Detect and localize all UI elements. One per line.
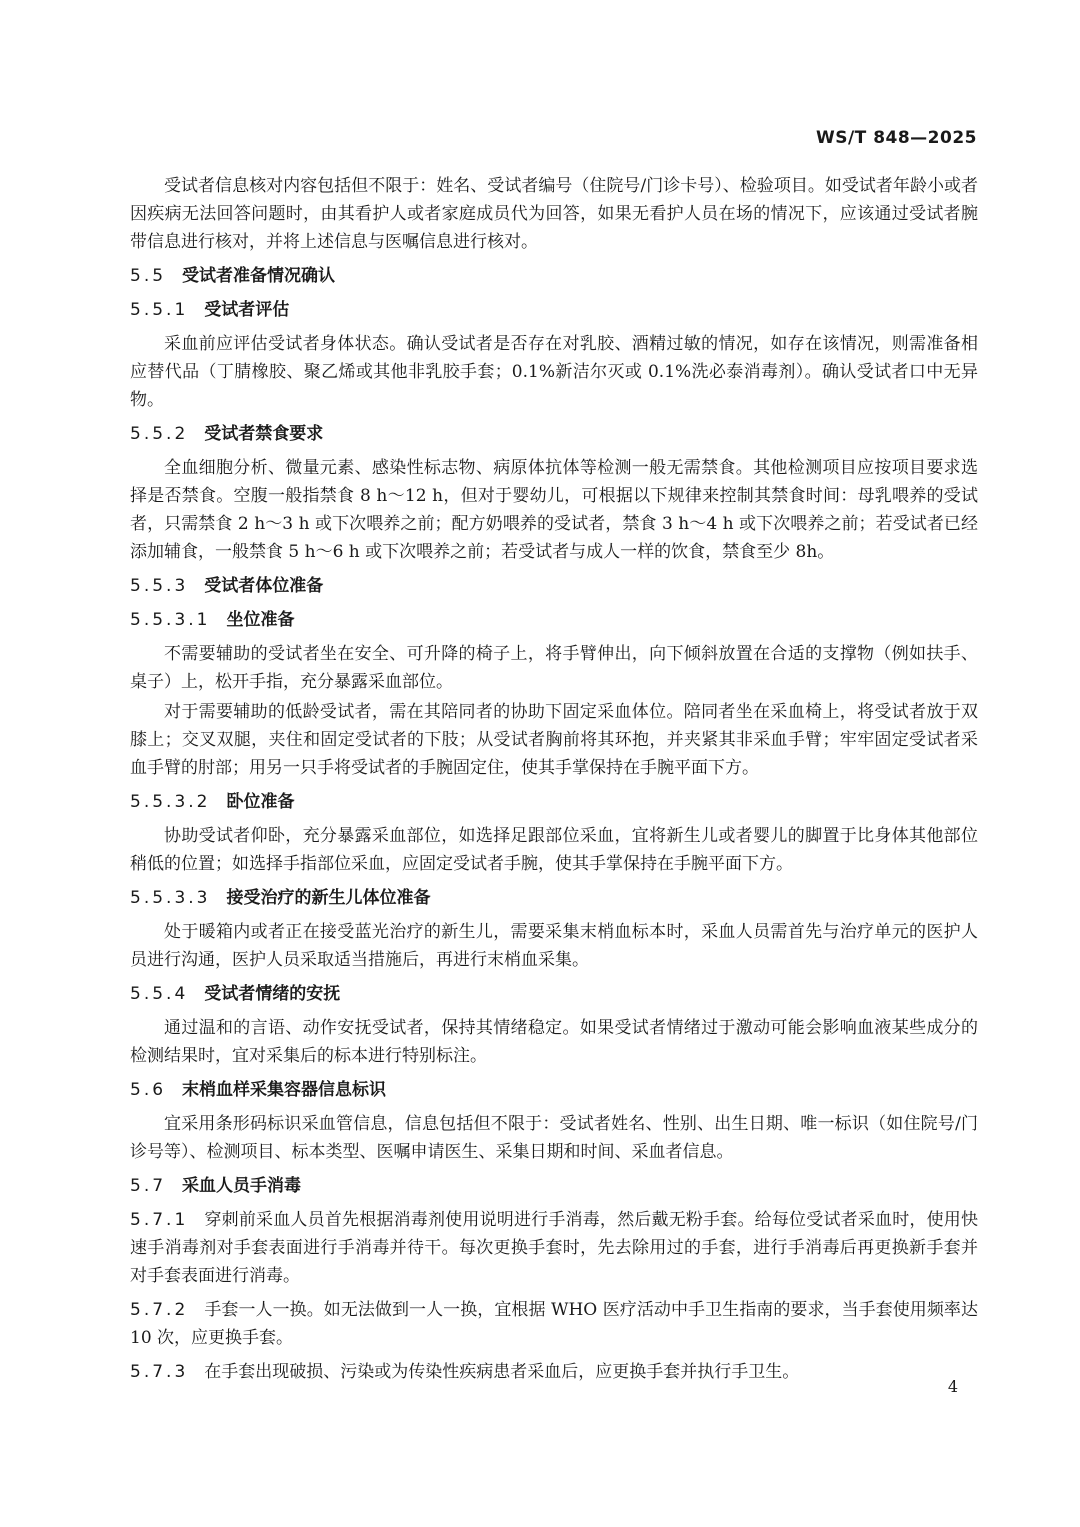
section-number: 5.6: [130, 1080, 167, 1100]
section-title: 坐位准备: [226, 610, 295, 630]
clause-text: 手套一人一换。如无法做到一人一换，宜根据 WHO 医疗活动中手卫生指南的要求，当手套使用频率达 10 次，应更换手套。: [130, 1300, 978, 1348]
numbered-clause: [130, 1296, 978, 1352]
section-heading: [130, 572, 978, 600]
body-paragraph: 通过温和的言语、动作安抚受试者，保持其情绪稳定。如果受试者情绪过于激动可能会影响血液某些成分的检测结果时，宜对采集后的标本进行特别标注。: [130, 1018, 978, 1066]
section-title: 卧位准备: [226, 792, 295, 812]
clause-text: 在手套出现破损、污染或为传染性疾病患者采血后，应更换手套并执行手卫生。: [204, 1362, 800, 1382]
clause-number: 5.7.1: [130, 1210, 189, 1230]
numbered-clause: [130, 1358, 978, 1386]
section-title: 受试者评估: [204, 300, 290, 320]
section-title: 受试者准备情况确认: [182, 266, 336, 286]
section-number: 5.5.1: [130, 300, 189, 320]
body-paragraph: 受试者信息核对内容包括但不限于：姓名、受试者编号（住院号/门诊卡号）、检验项目。如受试者年龄小或者因疾病无法回答问题时，由其看护人或者家庭成员代为回答，如果无看护人员在场的情况下，应该通过受试者腕带信息进行核对，并将上述信息与医嘱信息进行核对。: [130, 176, 978, 252]
section-number: 5.5: [130, 266, 167, 286]
section-number: 5.5.2: [130, 424, 189, 444]
section-heading: [130, 1076, 978, 1104]
section-title: 接受治疗的新生儿体位准备: [226, 888, 431, 908]
section-heading: [130, 262, 978, 290]
clause-number: 5.7.3: [130, 1362, 189, 1382]
section-number: 5.7: [130, 1176, 167, 1196]
numbered-clause: [130, 1206, 978, 1290]
section-title: 受试者体位准备: [204, 576, 324, 596]
body-paragraph: 全血细胞分析、微量元素、感染性标志物、病原体抗体等检测一般无需禁食。其他检测项目应按项目要求选择是否禁食。空腹一般指禁食 8 h～12 h，但对于婴幼儿，可根据以下规律来控制其禁食时间：母乳喂养的受试者，只需禁食 2 h～3 h 或下次喂养之前；配方奶喂养的受试者，禁食 3 h～4 h 或下次喂养之前；若受试者已经添加辅食，一般禁食 5 h～6 h 或下次喂养之前；若受试者与成人一样的饮食，禁食至少 8h。: [130, 458, 978, 562]
body-paragraph: 采血前应评估受试者身体状态。确认受试者是否存在对乳胶、酒精过敏的情况，如存在该情况，则需准备相应替代品（丁腈橡胶、聚乙烯或其他非乳胶手套；0.1%新洁尔灭或 0.1%洗必泰消毒剂）。确认受试者口中无异物。: [130, 334, 978, 410]
section-number: 5.5.4: [130, 984, 189, 1004]
section-heading: [130, 788, 978, 816]
section-heading: [130, 420, 978, 448]
section-number: 5.5.3.1: [130, 610, 211, 630]
section-title: 受试者情绪的安抚: [204, 984, 341, 1004]
body-paragraph: 对于需要辅助的低龄受试者，需在其陪同者的协助下固定采血体位。陪同者坐在采血椅上，将受试者放于双膝上；交叉双腿，夹住和固定受试者的下肢；从受试者胸前将其环抱，并夹紧其非采血手臂；牢牢固定受试者采血手臂的肘部；用另一只手将受试者的手腕固定住，使其手掌保持在手腕平面下方。: [130, 702, 978, 778]
section-heading: [130, 1172, 978, 1200]
section-title: 受试者禁食要求: [204, 424, 324, 444]
section-heading: [130, 296, 978, 324]
section-title: 采血人员手消毒: [182, 1176, 302, 1196]
section-number: 5.5.3: [130, 576, 189, 596]
body-paragraph: 宜采用条形码标识采血管信息，信息包括但不限于：受试者姓名、性别、出生日期、唯一标识（如住院号/门诊号等）、检测项目、标本类型、医嘱申请医生、采集日期和时间、采血者信息。: [130, 1114, 978, 1162]
clause-number: 5.7.2: [130, 1300, 189, 1320]
section-heading: [130, 884, 978, 912]
body-paragraph: 处于暖箱内或者正在接受蓝光治疗的新生儿，需要采集末梢血标本时，采血人员需首先与治疗单元的医护人员进行沟通，医护人员采取适当措施后，再进行末梢血采集。: [130, 922, 978, 970]
body-paragraph: 协助受试者仰卧，充分暴露采血部位，如选择足跟部位采血，宜将新生儿或者婴儿的脚置于比身体其他部位稍低的位置；如选择手指部位采血，应固定受试者手腕，使其手掌保持在手腕平面下方。: [130, 826, 978, 874]
section-number: 5.5.3.3: [130, 888, 211, 908]
page-number: 4: [947, 1377, 958, 1396]
section-number: 5.5.3.2: [130, 792, 211, 812]
section-heading: [130, 606, 978, 634]
standard-code: WS/T 848—2025: [815, 128, 977, 148]
section-heading: [130, 980, 978, 1008]
section-title: 末梢血样采集容器信息标识: [182, 1080, 387, 1100]
clause-text: 穿刺前采血人员首先根据消毒剂使用说明进行手消毒，然后戴无粉手套。给每位受试者采血时，使用快速手消毒剂对手套表面进行手消毒并待干。每次更换手套时，先去除用过的手套，进行手消毒后再更换新手套并对手套表面进行消毒。: [130, 1210, 978, 1286]
body-paragraph: 不需要辅助的受试者坐在安全、可升降的椅子上，将手臂伸出，向下倾斜放置在合适的支撑物（例如扶手、桌子）上，松开手指，充分暴露采血部位。: [130, 644, 978, 692]
document-body: [130, 172, 978, 1392]
